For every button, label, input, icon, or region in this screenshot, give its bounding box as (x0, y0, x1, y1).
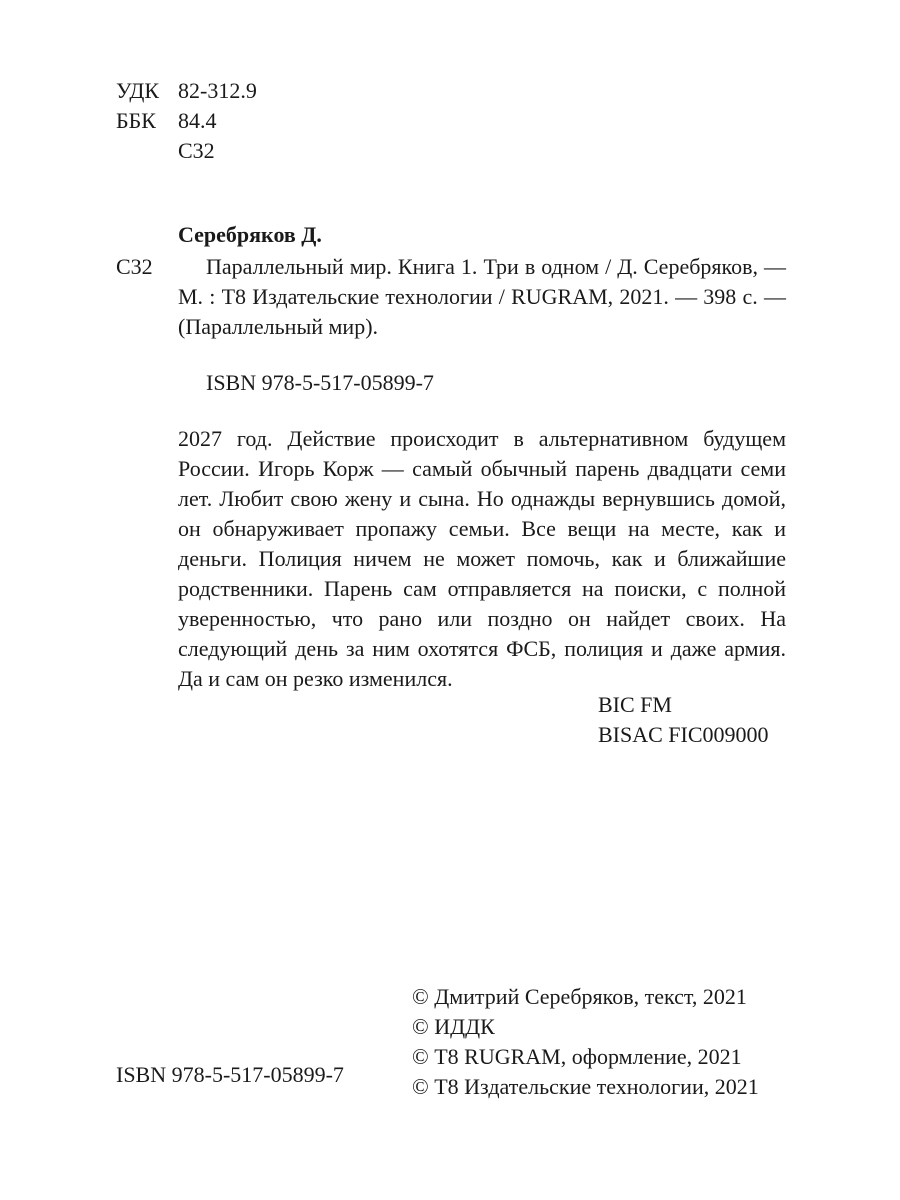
bisac-code: BISAC FIC009000 (598, 722, 769, 747)
copyright-block (412, 982, 812, 1102)
isbn: ISBN 978-5-517-05899-7 (206, 370, 434, 395)
entry-code: С32 (116, 254, 153, 279)
copyright-line: © Дмитрий Серебряков, текст, 2021 (412, 984, 747, 1009)
copyright-line: © Т8 RUGRAM, оформление, 2021 (412, 1044, 742, 1069)
udk-value: 82-312.9 (178, 78, 257, 103)
annotation-text: 2027 год. Действие происходит в альтернативном будущем России. Игорь Корж — самый обычный парень двадцати семи лет. Любит свою жену и сына. Но однажды вернувшись домой, он обнаруживает пропажу семьи. Все вещи на месте, как и деньги. Полиция ничем не может помочь, как и ближайшие родственники. Парень сам отправляется на поиски, с полной уверенностью, что рано или поздно он найдет своих. На следующий день за ним охотятся ФСБ, полиция и даже армия. Да и сам он резко изменился. (178, 426, 786, 691)
author-mark: С32 (178, 138, 215, 163)
copyright-line: © ИДДК (412, 1014, 495, 1039)
bibliographic-description: Параллельный мир. Книга 1. Три в одном / Д. Серебряков, — М. : Т8 Издательские технологии / RUGRAM, 2021. — 398 с. — (Параллельный мир). (178, 254, 786, 339)
isbn-bottom: ISBN 978-5-517-05899-7 (116, 1062, 344, 1087)
bic-code: BIC FM (598, 692, 672, 717)
udk-label: УДК (116, 78, 160, 103)
copyright-line: © Т8 Издательские технологии, 2021 (412, 1074, 759, 1099)
bbk-value: 84.4 (178, 108, 217, 133)
bbk-label: ББК (116, 108, 156, 133)
author-heading: Серебряков Д. (178, 222, 322, 247)
